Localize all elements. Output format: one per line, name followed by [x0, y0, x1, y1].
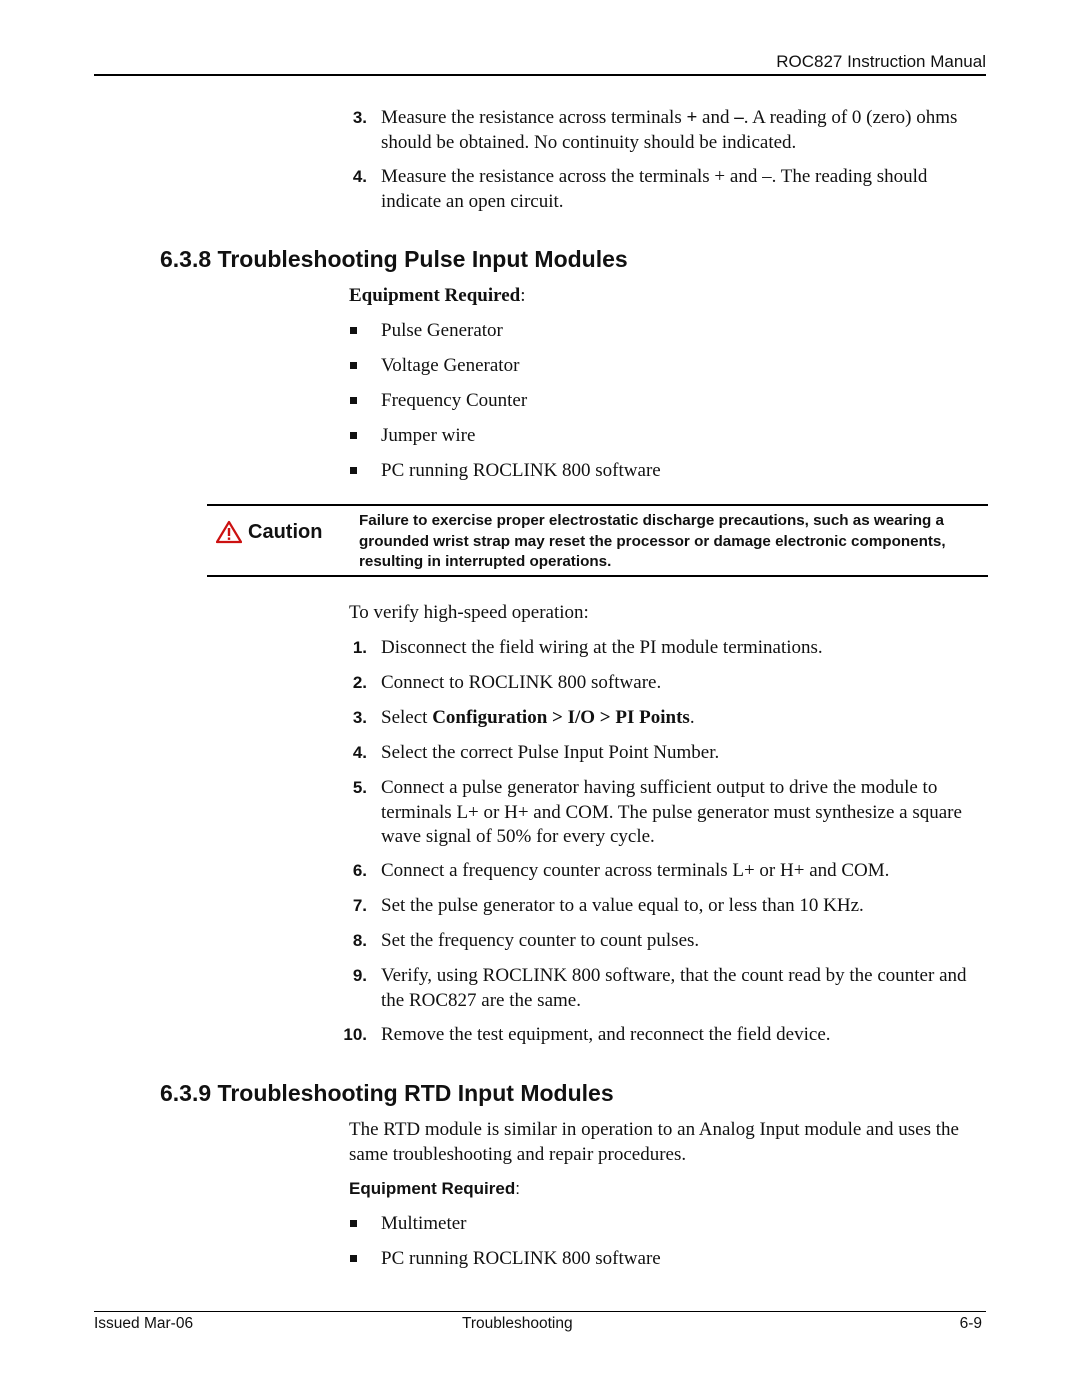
- procedure-step-9: [349, 964, 989, 1013]
- caution-top-rule: [207, 504, 988, 506]
- section-heading-6-3-8: 6.3.8 Troubleshooting Pulse Input Modules: [160, 246, 628, 272]
- procedure-step-4: [349, 741, 989, 766]
- procedure-intro: To verify high-speed operation:: [349, 602, 589, 623]
- bullet-square-icon: [350, 1220, 357, 1227]
- step-number: 4.: [352, 167, 367, 186]
- bullet-square-icon: [350, 467, 357, 474]
- procedure-step-8: [349, 929, 989, 954]
- bullet-square-icon: [350, 327, 357, 334]
- footer-chapter-title: Troubleshooting: [462, 1315, 573, 1332]
- step-number: 3.: [352, 708, 367, 727]
- footer-page-number: 6-9: [959, 1315, 982, 1332]
- running-header-title: ROC827 Instruction Manual: [776, 52, 986, 71]
- equipment-item: PC running ROCLINK 800 software: [349, 459, 661, 483]
- menu-path-pi-points: PI Points: [615, 707, 690, 728]
- step-number: 7.: [352, 896, 367, 915]
- header-rule: [94, 74, 986, 76]
- step-text: Connect a frequency counter across terminals L+ or H+ and COM.: [381, 860, 890, 881]
- procedure-step-2: [349, 671, 989, 696]
- menu-path-configuration: Configuration: [432, 707, 548, 728]
- step-text: Set the pulse generator to a value equal to, or less than 10 KHz.: [381, 895, 864, 916]
- equipment-required-label-rtd: Equipment Required:: [349, 1179, 520, 1198]
- step-text: Select the correct Pulse Input Point Number.: [381, 742, 720, 763]
- step-text: Measure the resistance across the terminals + and –. The reading should indicate an open circuit.: [381, 166, 928, 212]
- step-number: 8.: [352, 931, 367, 950]
- step-number: 5.: [352, 778, 367, 797]
- procedure-step-3: [349, 706, 989, 731]
- bullet-square-icon: [350, 397, 357, 404]
- bullet-square-icon: [350, 362, 357, 369]
- step-text: Connect a pulse generator having sufficient output to drive the module to terminals L+ or H+ and COM. The pulse generator must synthesize a square wave signal of 50% for every cycle.: [381, 777, 962, 847]
- step-number: 1.: [352, 638, 367, 657]
- step-number: 4.: [352, 743, 367, 762]
- procedure-step-10: [343, 1023, 989, 1048]
- procedure-step-1: [349, 636, 989, 661]
- bullet-square-icon: [350, 1255, 357, 1262]
- caution-bottom-rule: [207, 575, 988, 577]
- step-number: 6.: [352, 861, 367, 880]
- warning-triangle-icon: [216, 520, 242, 544]
- equipment-item: PC running ROCLINK 800 software: [349, 1247, 661, 1271]
- footer-rule: [94, 1311, 986, 1312]
- step-text: Verify, using ROCLINK 800 software, that the count read by the counter and the ROC827 are the same.: [381, 965, 967, 1011]
- procedure-step-6: [349, 859, 989, 884]
- step-text: Disconnect the field wiring at the PI module terminations.: [381, 637, 823, 658]
- rtd-intro: The RTD module is similar in operation to an Analog Input module and uses the same troubleshooting and repair procedures.: [349, 1119, 959, 1165]
- step-4-top: [349, 165, 989, 214]
- step-text: Select Configuration > I/O > PI Points.: [381, 707, 695, 728]
- procedure-step-5: [349, 776, 989, 850]
- step-3-top: [349, 106, 989, 155]
- section-heading-6-3-9: 6.3.9 Troubleshooting RTD Input Modules: [160, 1080, 614, 1106]
- caution-text: Failure to exercise proper electrostatic discharge precautions, such as wearing a grounded wrist strap may reset the processor or damage electronic components, resulting in interrupted operations.: [359, 512, 946, 570]
- footer-issue-date: Issued Mar-06: [94, 1315, 194, 1332]
- step-number: 3.: [352, 108, 367, 127]
- procedure-step-7: [349, 894, 989, 919]
- step-text: Connect to ROCLINK 800 software.: [381, 672, 662, 693]
- equipment-required-label: Equipment Required:: [349, 285, 526, 306]
- step-number: 2.: [352, 673, 367, 692]
- step-text: Remove the test equipment, and reconnect the field device.: [381, 1024, 831, 1045]
- step-number: 10.: [343, 1025, 367, 1044]
- menu-path-io: I/O: [567, 707, 596, 728]
- step-text: Measure the resistance across terminals + and –. A reading of 0 (zero) ohms should be obtained. No continuity should be indicated.: [381, 107, 958, 153]
- equipment-item: Multimeter: [349, 1212, 466, 1236]
- equipment-item: Frequency Counter: [349, 389, 527, 413]
- equipment-item: Voltage Generator: [349, 354, 519, 378]
- equipment-item: Jumper wire: [349, 424, 475, 448]
- equipment-item: Pulse Generator: [349, 319, 503, 343]
- bullet-square-icon: [350, 432, 357, 439]
- caution-label: Caution: [216, 520, 322, 544]
- step-text: Set the frequency counter to count pulses.: [381, 930, 700, 951]
- step-number: 9.: [352, 966, 367, 985]
